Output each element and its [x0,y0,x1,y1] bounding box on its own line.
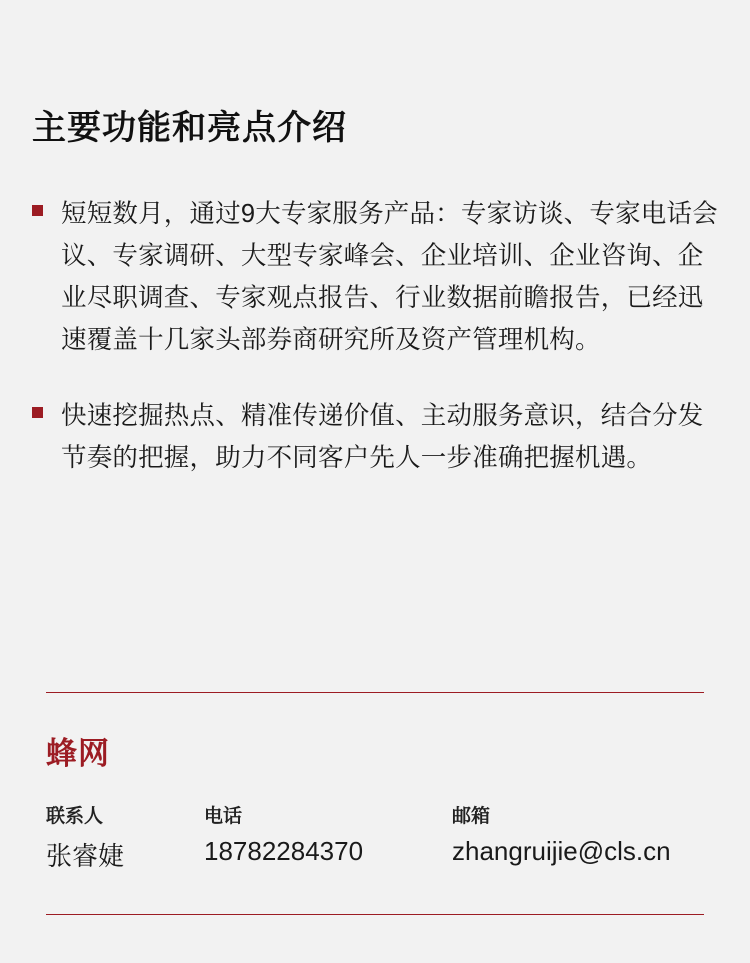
phone-label: 电话 [204,806,243,827]
square-bullet-icon [32,407,43,418]
contact-person-value: 张睿婕 [46,841,125,871]
footer [46,728,720,873]
list-item [32,395,720,479]
email-label: 邮箱 [452,806,491,827]
list-item [32,193,720,361]
page-title: 主要功能和亮点介绍 [32,109,347,147]
contact-info [46,801,720,873]
email-column [452,801,671,867]
bullet-text: 快速挖掘热点、精准传递价值、主动服务意识，结合分发节奏的把握，助力不同客户先人一步准确把握机遇。 [61,402,704,472]
phone-value: 18782284370 [204,836,364,866]
email-value: zhangruijie@cls.cn [452,836,671,866]
bullet-text: 短短数月，通过9大专家服务产品：专家访谈、专家电话会议、专家调研、大型专家峰会、企业培训、企业咨询、企业尽职调查、专家观点报告、行业数据前瞻报告，已经迅速覆盖十几家头部券商研究所及资产管理机构。 [61,200,718,354]
divider-top [46,692,704,693]
bullet-list [30,193,720,479]
divider-bottom [46,914,704,915]
phone-column [204,801,452,867]
square-bullet-icon [32,205,43,216]
contact-person-column [46,801,204,873]
contact-person-label: 联系人 [46,806,104,827]
brand-name: 蜂网 [46,736,110,771]
